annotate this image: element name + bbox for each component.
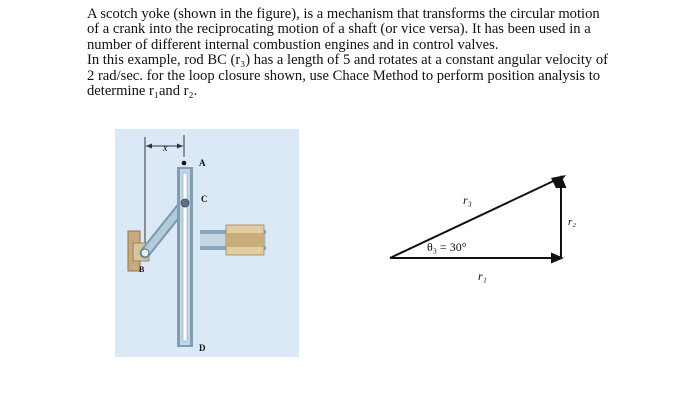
problem-line-4: In this example, rod BC (r₃) has a length of 5 and rotates at a constant angular velocity of: [87, 52, 608, 69]
r2-label: r₂: [568, 216, 577, 228]
vector-r1-arrowhead: [551, 253, 564, 264]
x-dim-label: x: [163, 143, 168, 154]
scotch-yoke-figure: [115, 129, 299, 357]
label-a: A: [199, 158, 206, 168]
vector-loop-diagram: [385, 160, 585, 290]
problem-line-5: 2 rad/sec. for the loop closure shown, use Chace Method to perform position analysis to: [87, 67, 601, 84]
problem-statement: [87, 7, 687, 99]
problem-line-6: determine r₁and r₂.: [87, 83, 198, 100]
pin-b: [141, 249, 149, 257]
point-a-dot: [182, 161, 187, 166]
label-d: D: [199, 343, 206, 353]
yoke-slot: [183, 173, 187, 341]
problem-line-1: A scotch yoke (shown in the figure), is a mechanism that transforms the circular motion: [87, 6, 600, 22]
angle-label: θ₃ = 30°: [427, 240, 467, 254]
problem-line-3: number of different internal combustion engines and in control valves.: [87, 36, 499, 53]
label-c: C: [201, 194, 208, 204]
r1-label: r₁: [478, 269, 487, 283]
problem-line-2: of a crank into the reciprocating motion of a shaft (or vice versa). It has been used in a: [87, 21, 591, 38]
label-b: B: [139, 265, 145, 274]
vector-r3: [390, 177, 562, 258]
r3-label: r₃: [463, 193, 472, 207]
pin-c: [181, 199, 189, 207]
